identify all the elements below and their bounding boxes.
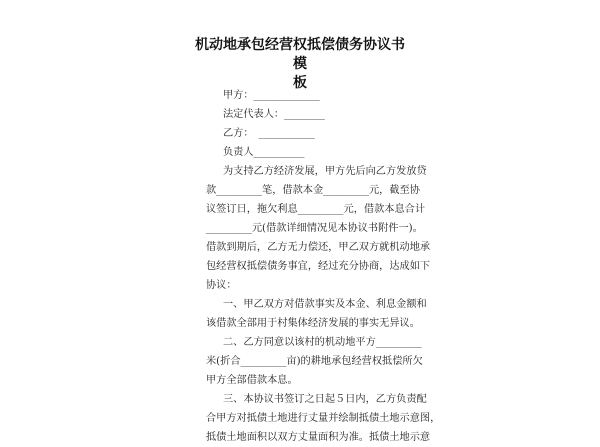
document-title xyxy=(190,36,410,93)
text-line: 议签订日，拖欠利息_________元，借款本息合计 xyxy=(206,204,426,215)
title-line-1: 机动地承包经营权抵偿债务协议书模 xyxy=(195,37,405,72)
text-line: 包经营权抵偿债务事宜，经过充分协商，达成如下 xyxy=(206,261,431,272)
text-line: 乙方： ___________ xyxy=(223,128,315,139)
text-line: _________元(借款详细情况见本协议书附件一)。 xyxy=(206,223,423,234)
text-line: 抵债土地面积以双方丈量面积为准。抵债土地示意 xyxy=(206,432,431,443)
text-line: 一、甲乙双方对借款事实及本金、利息金额和 xyxy=(223,299,427,310)
text-line: 米(折合_________亩)的耕地承包经营权抵偿所欠 xyxy=(206,356,423,367)
text-line: 协议： xyxy=(206,280,237,291)
text-line: 负责人__________ xyxy=(223,147,305,158)
text-line: 该借款全部用于村集体经济发展的事实无异议。 xyxy=(206,318,420,329)
text-line: 三、本协议书签订之日起５日内，乙方负责配 xyxy=(223,394,427,405)
text-line: 甲方：_____________ xyxy=(223,90,320,101)
title-line-2: 板 xyxy=(293,75,307,91)
document-body xyxy=(206,86,441,447)
text-line: 借款到期后，乙方无力偿还，甲乙双方就机动地承 xyxy=(206,242,431,253)
text-line: 合甲方对抵债土地进行丈量并绘制抵债土地示意图， xyxy=(206,413,441,424)
text-line: 为支持乙方经济发展，甲方先后向乙方发放贷 xyxy=(223,166,427,177)
text-line: 二、乙方同意以该村的机动地平方_________ xyxy=(223,337,422,348)
text-line: 法定代表人：________ xyxy=(223,109,325,120)
text-line: 甲方全部借款本息。 xyxy=(206,375,298,386)
text-line: 款_________笔，借款本金_________元，截至协 xyxy=(206,185,420,196)
